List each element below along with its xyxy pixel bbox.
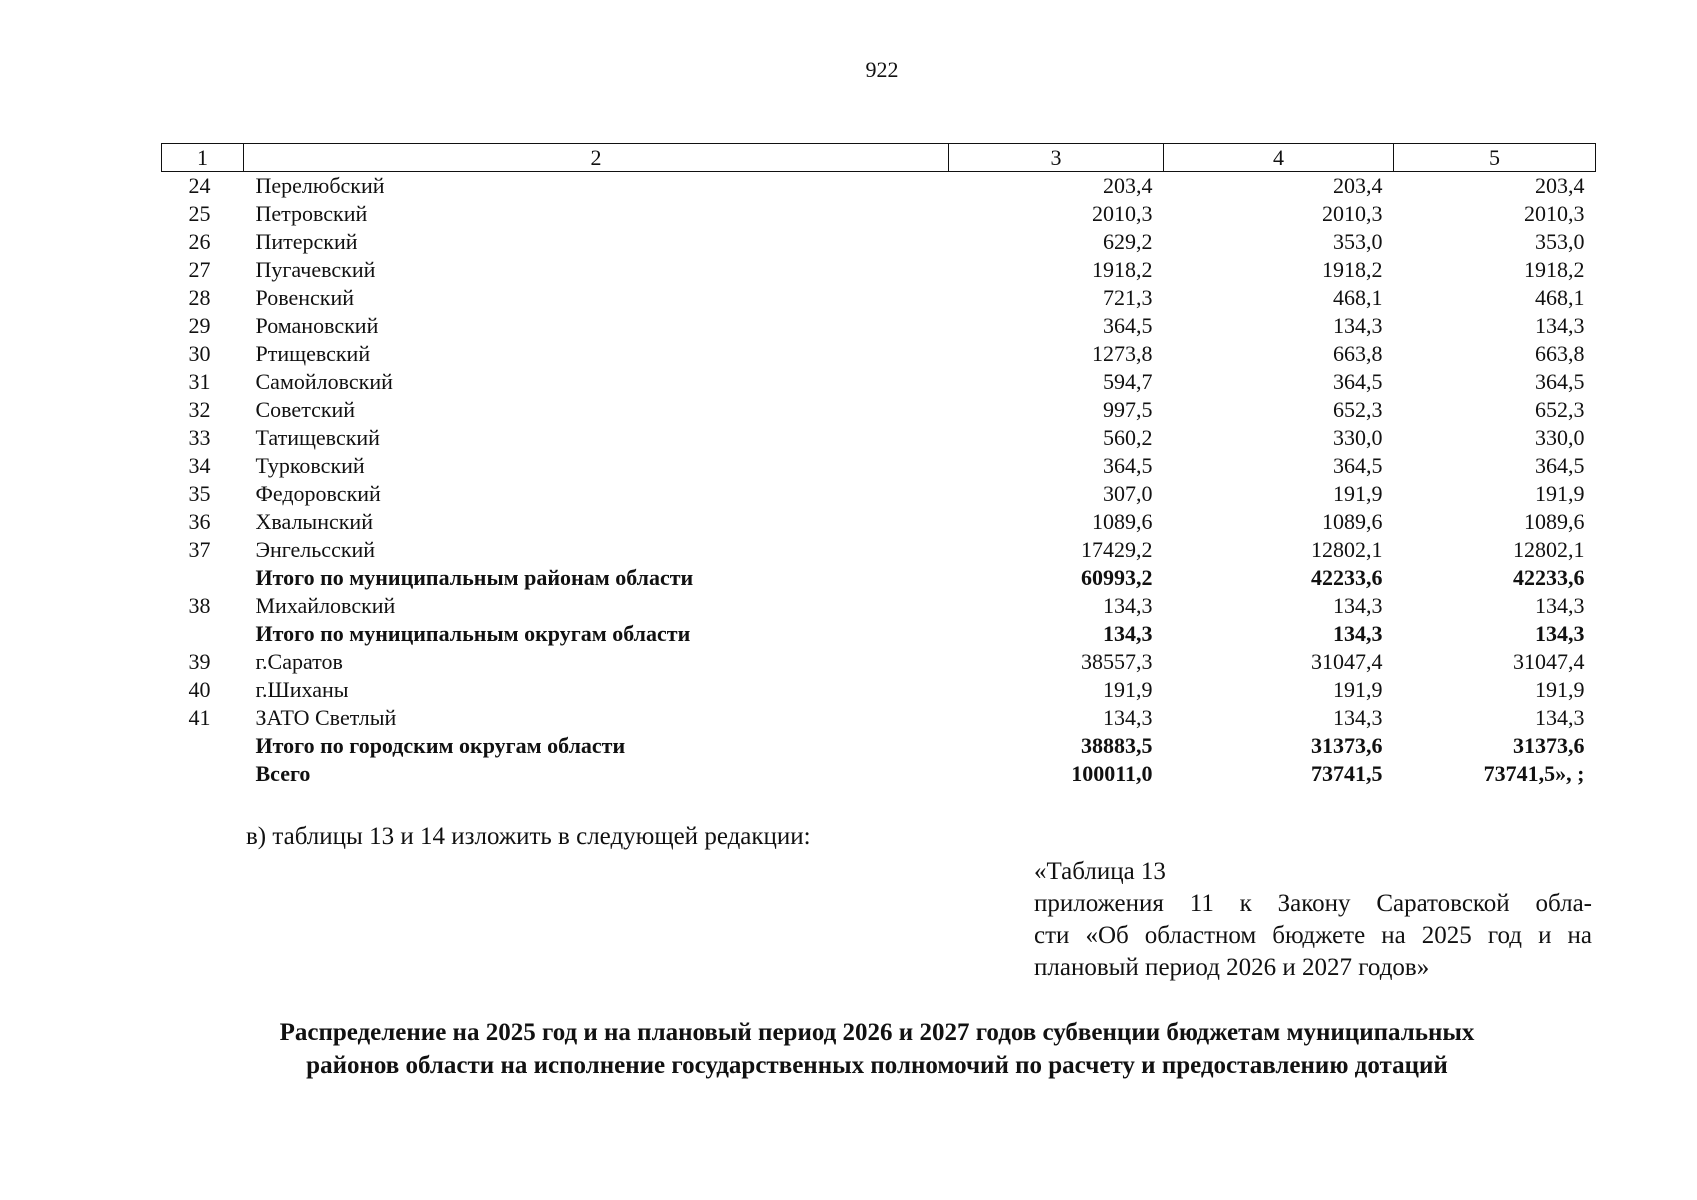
- value-col-4: 364,5: [1333, 369, 1383, 394]
- annex-line-2: приложения 11 к Закону Саратовской обла-: [1034, 890, 1592, 917]
- column-header-4: 4: [1164, 144, 1394, 172]
- value-col-5: 1089,6: [1524, 509, 1585, 534]
- row-number: 36: [188, 509, 211, 534]
- row-number: 29: [188, 313, 211, 338]
- municipality-name: Пугачевский: [255, 257, 376, 282]
- value-col-4: 31373,6: [1311, 733, 1383, 758]
- table-row: [162, 480, 1596, 508]
- municipality-name: Федоровский: [255, 481, 381, 506]
- row-number: 24: [188, 173, 211, 198]
- value-col-4: 652,3: [1333, 397, 1383, 422]
- column-header-3: 3: [949, 144, 1164, 172]
- table-header: [162, 144, 1596, 172]
- annex-reference: [1034, 856, 1592, 984]
- table-total-row: [162, 564, 1596, 592]
- value-col-3: 629,2: [1103, 229, 1153, 254]
- value-col-5: 191,9: [1535, 481, 1585, 506]
- row-number: 30: [188, 341, 211, 366]
- table-row: [162, 396, 1596, 424]
- municipality-name: Хвалынский: [255, 509, 373, 534]
- value-col-3: 997,5: [1103, 397, 1153, 422]
- value-col-5: 468,1: [1535, 285, 1585, 310]
- annex-line-1: «Таблица 13: [1034, 858, 1166, 885]
- row-number: 39: [188, 649, 211, 674]
- row-number: [162, 760, 244, 788]
- row-number: 38: [188, 593, 211, 618]
- table-row: [162, 536, 1596, 564]
- value-col-5: 12802,1: [1513, 537, 1585, 562]
- value-col-5: 652,3: [1535, 397, 1585, 422]
- table-row: [162, 368, 1596, 396]
- annex-line-4: плановый период 2026 и 2027 годов»: [1034, 954, 1430, 981]
- table-row: [162, 508, 1596, 536]
- municipality-name: Турковский: [255, 453, 365, 478]
- table-row: [162, 340, 1596, 368]
- value-col-3: 38557,3: [1081, 649, 1153, 674]
- value-col-4: 134,3: [1333, 621, 1383, 646]
- value-col-3: 134,3: [1103, 593, 1153, 618]
- budget-table: [161, 143, 1596, 788]
- table-row: [162, 172, 1596, 201]
- value-col-4: 134,3: [1333, 593, 1383, 618]
- column-header-5: 5: [1394, 144, 1596, 172]
- row-number: 28: [188, 285, 211, 310]
- row-number: [162, 732, 244, 760]
- municipality-name: г.Саратов: [255, 649, 343, 674]
- value-col-5: 134,3: [1535, 705, 1585, 730]
- municipality-name: Всего: [255, 761, 311, 786]
- municipality-name: Итого по муниципальным районам области: [255, 565, 694, 590]
- table-title-line-2: районов области на исполнение государственных полномочий по расчету и предоставлению дотаций: [306, 1052, 1448, 1079]
- row-number: 27: [188, 257, 211, 282]
- municipality-name: Петровский: [255, 201, 368, 226]
- value-col-3: 60993,2: [1081, 565, 1153, 590]
- value-col-5: 134,3: [1535, 313, 1585, 338]
- municipality-name: Самойловский: [255, 369, 393, 394]
- municipality-name: ЗАТО Светлый: [255, 705, 397, 730]
- municipality-name: Ртищевский: [255, 341, 371, 366]
- value-col-3: 2010,3: [1092, 201, 1153, 226]
- table-total-row: [162, 620, 1596, 648]
- value-col-5: 1918,2: [1524, 257, 1585, 282]
- municipality-name: Перелюбский: [255, 173, 385, 198]
- municipality-name: Энгельсский: [255, 537, 376, 562]
- row-number: [162, 564, 244, 592]
- row-number: 33: [188, 425, 211, 450]
- value-col-4: 31047,4: [1311, 649, 1383, 674]
- value-col-5: 191,9: [1535, 677, 1585, 702]
- value-col-3: 560,2: [1103, 425, 1153, 450]
- table-row: [162, 648, 1596, 676]
- value-col-4: 1089,6: [1322, 509, 1383, 534]
- table-row: [162, 704, 1596, 732]
- annex-line-3: сти «Об областном бюджете на 2025 год и на: [1034, 922, 1592, 949]
- row-number: 41: [188, 705, 211, 730]
- value-col-3: 1089,6: [1092, 509, 1153, 534]
- value-col-4: 134,3: [1333, 313, 1383, 338]
- value-col-5: 134,3: [1535, 621, 1585, 646]
- row-number: 25: [188, 201, 211, 226]
- value-col-4: 134,3: [1333, 705, 1383, 730]
- value-col-5: 31047,4: [1513, 649, 1585, 674]
- value-col-5: 73741,5», ;: [1483, 761, 1585, 786]
- value-col-5: 134,3: [1535, 593, 1585, 618]
- row-number: 35: [188, 481, 211, 506]
- municipality-name: Питерский: [255, 229, 358, 254]
- municipality-name: г.Шиханы: [255, 677, 349, 702]
- value-col-4: 330,0: [1333, 425, 1383, 450]
- table-total-row: [162, 732, 1596, 760]
- amendment-instruction: в) таблицы 13 и 14 изложить в следующей редакции:: [246, 823, 811, 850]
- table-title: [160, 1016, 1594, 1082]
- municipality-name: Ровенский: [255, 285, 354, 310]
- table-row: [162, 424, 1596, 452]
- table-row: [162, 256, 1596, 284]
- value-col-4: 353,0: [1333, 229, 1383, 254]
- row-number: 34: [188, 453, 211, 478]
- column-header-2: 2: [244, 144, 949, 172]
- table-row: [162, 452, 1596, 480]
- value-col-4: 191,9: [1333, 677, 1383, 702]
- value-col-5: 663,8: [1535, 341, 1585, 366]
- table-title-line-1: Распределение на 2025 год и на плановый период 2026 и 2027 годов субвенции бюджетам муниципальных: [279, 1019, 1475, 1046]
- table-row: [162, 592, 1596, 620]
- value-col-3: 364,5: [1103, 313, 1153, 338]
- row-number: 31: [188, 369, 211, 394]
- table-row: [162, 284, 1596, 312]
- value-col-3: 191,9: [1103, 677, 1153, 702]
- value-col-4: 364,5: [1333, 453, 1383, 478]
- value-col-3: 307,0: [1103, 481, 1153, 506]
- value-col-3: 1273,8: [1092, 341, 1153, 366]
- table-row: [162, 676, 1596, 704]
- value-col-3: 203,4: [1103, 173, 1153, 198]
- row-number: 26: [188, 229, 211, 254]
- municipality-name: Итого по муниципальным округам области: [255, 621, 691, 646]
- table-row: [162, 312, 1596, 340]
- table-total-row: [162, 760, 1596, 788]
- table-body: [162, 172, 1596, 789]
- value-col-3: 364,5: [1103, 453, 1153, 478]
- value-col-4: 42233,6: [1311, 565, 1383, 590]
- table-row: [162, 228, 1596, 256]
- value-col-4: 663,8: [1333, 341, 1383, 366]
- value-col-3: 594,7: [1103, 369, 1153, 394]
- value-col-4: 12802,1: [1311, 537, 1383, 562]
- row-number: 37: [188, 537, 211, 562]
- value-col-3: 721,3: [1103, 285, 1153, 310]
- column-header-1: 1: [162, 144, 244, 172]
- municipality-name: Михайловский: [255, 593, 396, 618]
- value-col-3: 100011,0: [1071, 761, 1153, 786]
- value-col-5: 203,4: [1535, 173, 1585, 198]
- page-number: 922: [865, 57, 899, 82]
- value-col-5: 31373,6: [1513, 733, 1585, 758]
- value-col-4: 1918,2: [1322, 257, 1383, 282]
- municipality-name: Советский: [255, 397, 356, 422]
- row-number: [162, 620, 244, 648]
- row-number: 40: [188, 677, 211, 702]
- value-col-3: 134,3: [1103, 621, 1153, 646]
- value-col-5: 330,0: [1535, 425, 1585, 450]
- value-col-3: 17429,2: [1081, 537, 1153, 562]
- value-col-5: 42233,6: [1513, 565, 1585, 590]
- value-col-4: 468,1: [1333, 285, 1383, 310]
- value-col-3: 134,3: [1103, 705, 1153, 730]
- value-col-4: 203,4: [1333, 173, 1383, 198]
- municipality-name: Романовский: [255, 313, 379, 338]
- municipality-name: Итого по городским округам области: [255, 733, 626, 758]
- value-col-4: 73741,5: [1311, 761, 1383, 786]
- value-col-4: 191,9: [1333, 481, 1383, 506]
- value-col-3: 38883,5: [1081, 733, 1153, 758]
- table-row: [162, 200, 1596, 228]
- row-number: 32: [188, 397, 211, 422]
- municipality-name: Татищевский: [255, 425, 380, 450]
- value-col-5: 2010,3: [1524, 201, 1585, 226]
- value-col-5: 353,0: [1535, 229, 1585, 254]
- value-col-3: 1918,2: [1092, 257, 1153, 282]
- value-col-5: 364,5: [1535, 453, 1585, 478]
- value-col-5: 364,5: [1535, 369, 1585, 394]
- value-col-4: 2010,3: [1322, 201, 1383, 226]
